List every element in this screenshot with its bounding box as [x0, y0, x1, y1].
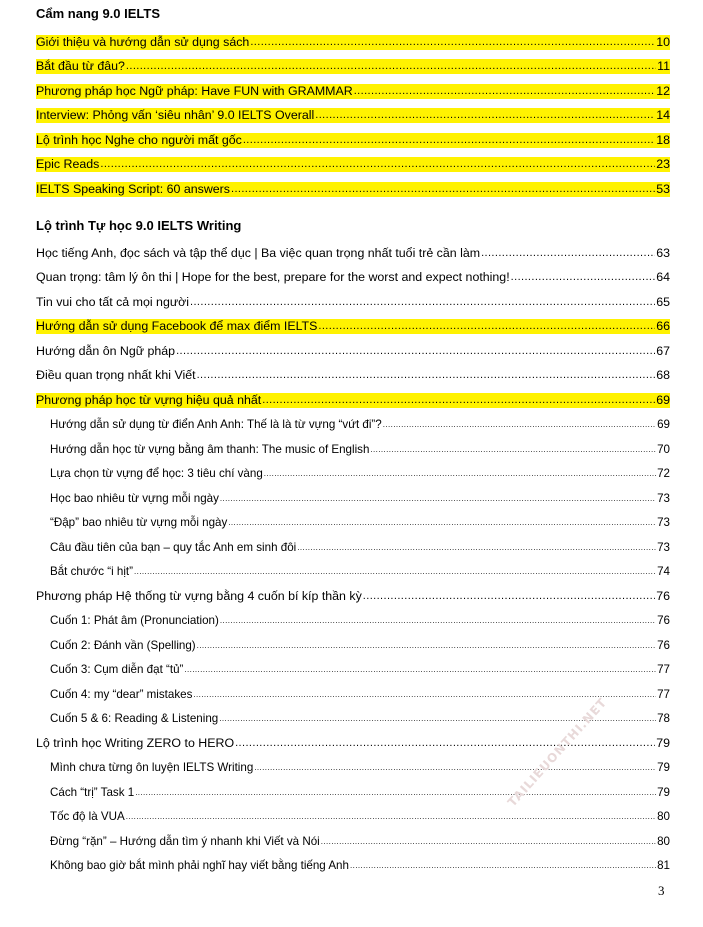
toc-entry-line [50, 809, 670, 824]
toc-entry-page: 77 [657, 663, 670, 676]
toc-entry-title: Cuốn 3: Cụm diễn đạt “tủ” [50, 663, 184, 676]
toc-entry-page: 66 [656, 319, 670, 333]
toc-entry[interactable] [36, 628, 670, 653]
toc-entry-line [36, 344, 670, 359]
toc-entry-line [36, 59, 670, 74]
dot-leader [220, 613, 656, 628]
dot-leader [264, 466, 656, 481]
toc-entry-line [50, 638, 670, 653]
dot-leader [228, 515, 656, 530]
toc-entry-line [36, 270, 670, 285]
toc-entry[interactable] [36, 236, 670, 261]
toc-section-2 [36, 236, 670, 873]
toc-entry[interactable] [36, 50, 670, 75]
toc-entry-line [36, 589, 670, 604]
toc-entry[interactable] [36, 579, 670, 604]
toc-entry-page: 74 [657, 565, 670, 578]
toc-entry-page: 18 [656, 132, 670, 147]
dot-leader [354, 84, 655, 99]
toc-entry-line [50, 540, 670, 555]
toc-entry-page: 10 [656, 34, 670, 49]
toc-entry-line [50, 785, 670, 800]
toc-entry[interactable] [36, 751, 670, 776]
toc-entry-page: 53 [656, 181, 670, 196]
dot-leader [126, 59, 656, 74]
toc-entry-title: Hướng dẫn sử dụng từ điển Anh Anh: Thế là là từ vựng “vứt đi”? [50, 418, 382, 431]
toc-entry-page: 73 [657, 491, 670, 505]
toc-entry-title: Học bao nhiêu từ vựng mỗi ngày [50, 491, 219, 505]
dot-leader [193, 687, 656, 702]
toc-entry-line [50, 834, 670, 849]
toc-entry-line [50, 613, 670, 628]
toc-entry-page: 11 [657, 59, 670, 73]
dot-leader [184, 662, 656, 677]
toc-entry-line [50, 466, 670, 481]
toc-entry-line [36, 182, 670, 197]
toc-entry-page: 63 [656, 245, 670, 260]
toc-entry[interactable] [36, 481, 670, 506]
toc-entry-page: 69 [657, 418, 670, 431]
toc-entry[interactable] [36, 383, 670, 408]
toc-entry-line [36, 246, 670, 261]
toc-entry-title: Bắt đầu từ đâu? [36, 59, 125, 73]
toc-entry-title: Cách “trị” Task 1 [50, 785, 135, 799]
toc-entry-page: 80 [657, 834, 670, 848]
toc-entry-page: 69 [656, 392, 670, 407]
toc-entry-title: Lộ trình học Nghe cho người mất gốc [36, 132, 242, 147]
dot-leader [197, 368, 656, 383]
toc-entry-title: Lộ trình học Writing ZERO to HERO [36, 735, 235, 750]
dot-leader [176, 344, 655, 359]
toc-entry-title: Học tiếng Anh, đọc sách và tập thể dục | Ba việc quan trọng nhất tuổi trẻ cần làm [36, 245, 481, 260]
toc-entry-page: 76 [656, 588, 670, 603]
toc-entry-title: Không bao giờ bắt mình phải nghĩ hay viết bằng tiếng Anh [50, 859, 349, 872]
toc-entry[interactable] [36, 530, 670, 555]
toc-entry-title: Tin vui cho tất cả mọi người [36, 294, 190, 309]
toc-entry-line [36, 35, 670, 50]
toc-entry-title: Cuốn 2: Đánh vần (Spelling) [50, 638, 196, 652]
toc-entry-title: Hướng dẫn ôn Ngữ pháp [36, 343, 176, 358]
section-heading-writing: Lộ trình Tự học 9.0 IELTS Writing [36, 218, 242, 233]
toc-entry-line [36, 393, 670, 408]
toc-entry-title: Interview: Phỏng vấn ‘siêu nhân’ 9.0 IELTS Overall [36, 108, 315, 122]
toc-entry-title: Tốc độ là VUA [50, 810, 125, 823]
toc-entry-title: Lựa chọn từ vựng để học: 3 tiêu chí vàng [50, 467, 263, 480]
toc-entry-title: Cuốn 5 & 6: Reading & Listening [50, 712, 219, 725]
toc-entry[interactable] [36, 310, 670, 335]
dot-leader [235, 736, 655, 751]
toc-entry-line [36, 84, 670, 99]
toc-entry-line [36, 295, 670, 310]
toc-entry-line [36, 319, 670, 334]
toc-entry[interactable] [36, 800, 670, 825]
toc-entry-page: 79 [657, 761, 670, 774]
toc-entry-line [50, 417, 670, 432]
toc-entry[interactable] [36, 99, 670, 124]
toc-entry-line [36, 368, 670, 383]
toc-entry[interactable] [36, 334, 670, 359]
toc-entry[interactable] [36, 506, 670, 531]
dot-leader [511, 270, 656, 285]
toc-entry-title: Cuốn 4: my “dear” mistakes [50, 687, 193, 701]
toc-entry[interactable] [36, 285, 670, 310]
dot-leader [315, 108, 655, 123]
section-heading-cam-nang: Cẩm nang 9.0 IELTS [36, 6, 161, 21]
dot-leader [100, 157, 655, 172]
toc-entry[interactable] [36, 261, 670, 286]
dot-leader [481, 246, 655, 261]
toc-entry-line [50, 442, 670, 457]
toc-entry-page: 64 [656, 270, 670, 284]
toc-entry-title: Hướng dẫn sử dụng Facebook để max điểm IELTS [36, 319, 318, 333]
toc-entry-page: 80 [657, 810, 670, 823]
toc-entry[interactable] [36, 408, 670, 433]
toc-entry-title: Cuốn 1: Phát âm (Pronunciation) [50, 614, 219, 627]
dot-leader [243, 133, 655, 148]
toc-entry-line [50, 564, 670, 579]
toc-entry[interactable] [36, 74, 670, 99]
toc-entry-page: 73 [657, 516, 670, 529]
toc-entry-page: 23 [656, 157, 670, 171]
toc-entry-title: “Đập” bao nhiêu từ vựng mỗi ngày [50, 516, 228, 529]
toc-entry-title: Epic Reads [36, 157, 100, 171]
dot-leader [363, 589, 655, 604]
toc-entry-line [50, 858, 670, 873]
toc-entry-page: 81 [657, 859, 670, 872]
toc-entry-title: Phương pháp Hệ thống từ vựng bằng 4 cuốn bí kíp thần kỳ [36, 588, 362, 603]
toc-entry[interactable] [36, 148, 670, 173]
toc-entry-page: 72 [657, 467, 670, 480]
toc-entry-title: Điều quan trọng nhất khi Viết [36, 368, 196, 382]
toc-entry-title: Phương pháp học Ngữ pháp: Have FUN with GRAMMAR [36, 83, 353, 98]
toc-entry[interactable] [36, 849, 670, 874]
toc-entry-page: 73 [657, 540, 670, 554]
toc-entry[interactable] [36, 432, 670, 457]
page-number: 3 [658, 883, 665, 898]
toc-entry-page: 78 [657, 712, 670, 725]
toc-entry-page: 76 [657, 638, 670, 652]
toc-entry[interactable] [36, 457, 670, 482]
dot-leader [383, 417, 656, 432]
toc-entry-page: 65 [656, 294, 670, 309]
toc-entry-title: IELTS Speaking Script: 60 answers [36, 181, 230, 196]
toc-entry-page: 77 [657, 687, 670, 701]
toc-entry-page: 76 [657, 614, 670, 627]
toc-entry[interactable] [36, 677, 670, 702]
dot-leader [262, 393, 655, 408]
toc-entry[interactable] [36, 25, 670, 50]
toc-entry-line [36, 108, 670, 123]
toc-entry[interactable] [36, 123, 670, 148]
toc-entry-line [36, 133, 670, 148]
dot-leader [254, 760, 656, 775]
toc-entry-title: Hướng dẫn học từ vựng bằng âm thanh: The music of English [50, 442, 370, 456]
toc-entry-title: Mình chưa từng ôn luyện IELTS Writing [50, 761, 254, 774]
dot-leader [190, 295, 655, 310]
toc-entry-page: 12 [656, 83, 670, 98]
toc-entry-line [50, 491, 670, 506]
toc-entry-page: 79 [657, 785, 670, 799]
dot-leader [134, 564, 656, 579]
dot-leader [321, 834, 656, 849]
toc-entry[interactable] [36, 555, 670, 580]
dot-leader [135, 785, 656, 800]
toc-entry-page: 79 [656, 735, 670, 750]
toc-entry-title: Câu đầu tiên của bạn – quy tắc Anh em sinh đôi [50, 540, 297, 554]
dot-leader [126, 809, 656, 824]
dot-leader [370, 442, 656, 457]
dot-leader [231, 182, 655, 197]
toc-entry-title: Phương pháp học từ vựng hiệu quả nhất [36, 392, 262, 407]
toc-entry-title: Quan trọng: tâm lý ôn thi | Hope for the best, prepare for the worst and expect nothing! [36, 270, 510, 284]
toc-section-1 [36, 25, 670, 197]
toc-entry-page: 68 [656, 368, 670, 382]
toc-entry-line [50, 687, 670, 702]
toc-entry[interactable] [36, 653, 670, 678]
dot-leader [318, 319, 655, 334]
toc-entry-line [36, 157, 670, 172]
toc-entry[interactable] [36, 604, 670, 629]
toc-entry-line [50, 760, 670, 775]
toc-entry-title: Đừng “rặn” – Hướng dẫn tìm ý nhanh khi Viết và Nói [50, 834, 320, 848]
toc-entry[interactable] [36, 775, 670, 800]
dot-leader [350, 858, 656, 873]
toc-entry[interactable] [36, 172, 670, 197]
dot-leader [220, 491, 656, 506]
toc-entry-title: Giới thiệu và hướng dẫn sử dụng sách [36, 34, 250, 49]
toc-entry-line [50, 662, 670, 677]
toc-entry-page: 14 [656, 108, 670, 122]
dot-leader [197, 638, 656, 653]
dot-leader [297, 540, 656, 555]
toc-entry-page: 70 [657, 442, 670, 456]
toc-entry[interactable] [36, 824, 670, 849]
toc-entry-page: 67 [656, 343, 670, 358]
toc-entry[interactable] [36, 359, 670, 384]
watermark: TAILIEUONTHI.NET [505, 695, 610, 810]
dot-leader [250, 35, 655, 50]
toc-entry-line [50, 515, 670, 530]
toc-entry-title: Bắt chước “i hịt” [50, 565, 134, 578]
